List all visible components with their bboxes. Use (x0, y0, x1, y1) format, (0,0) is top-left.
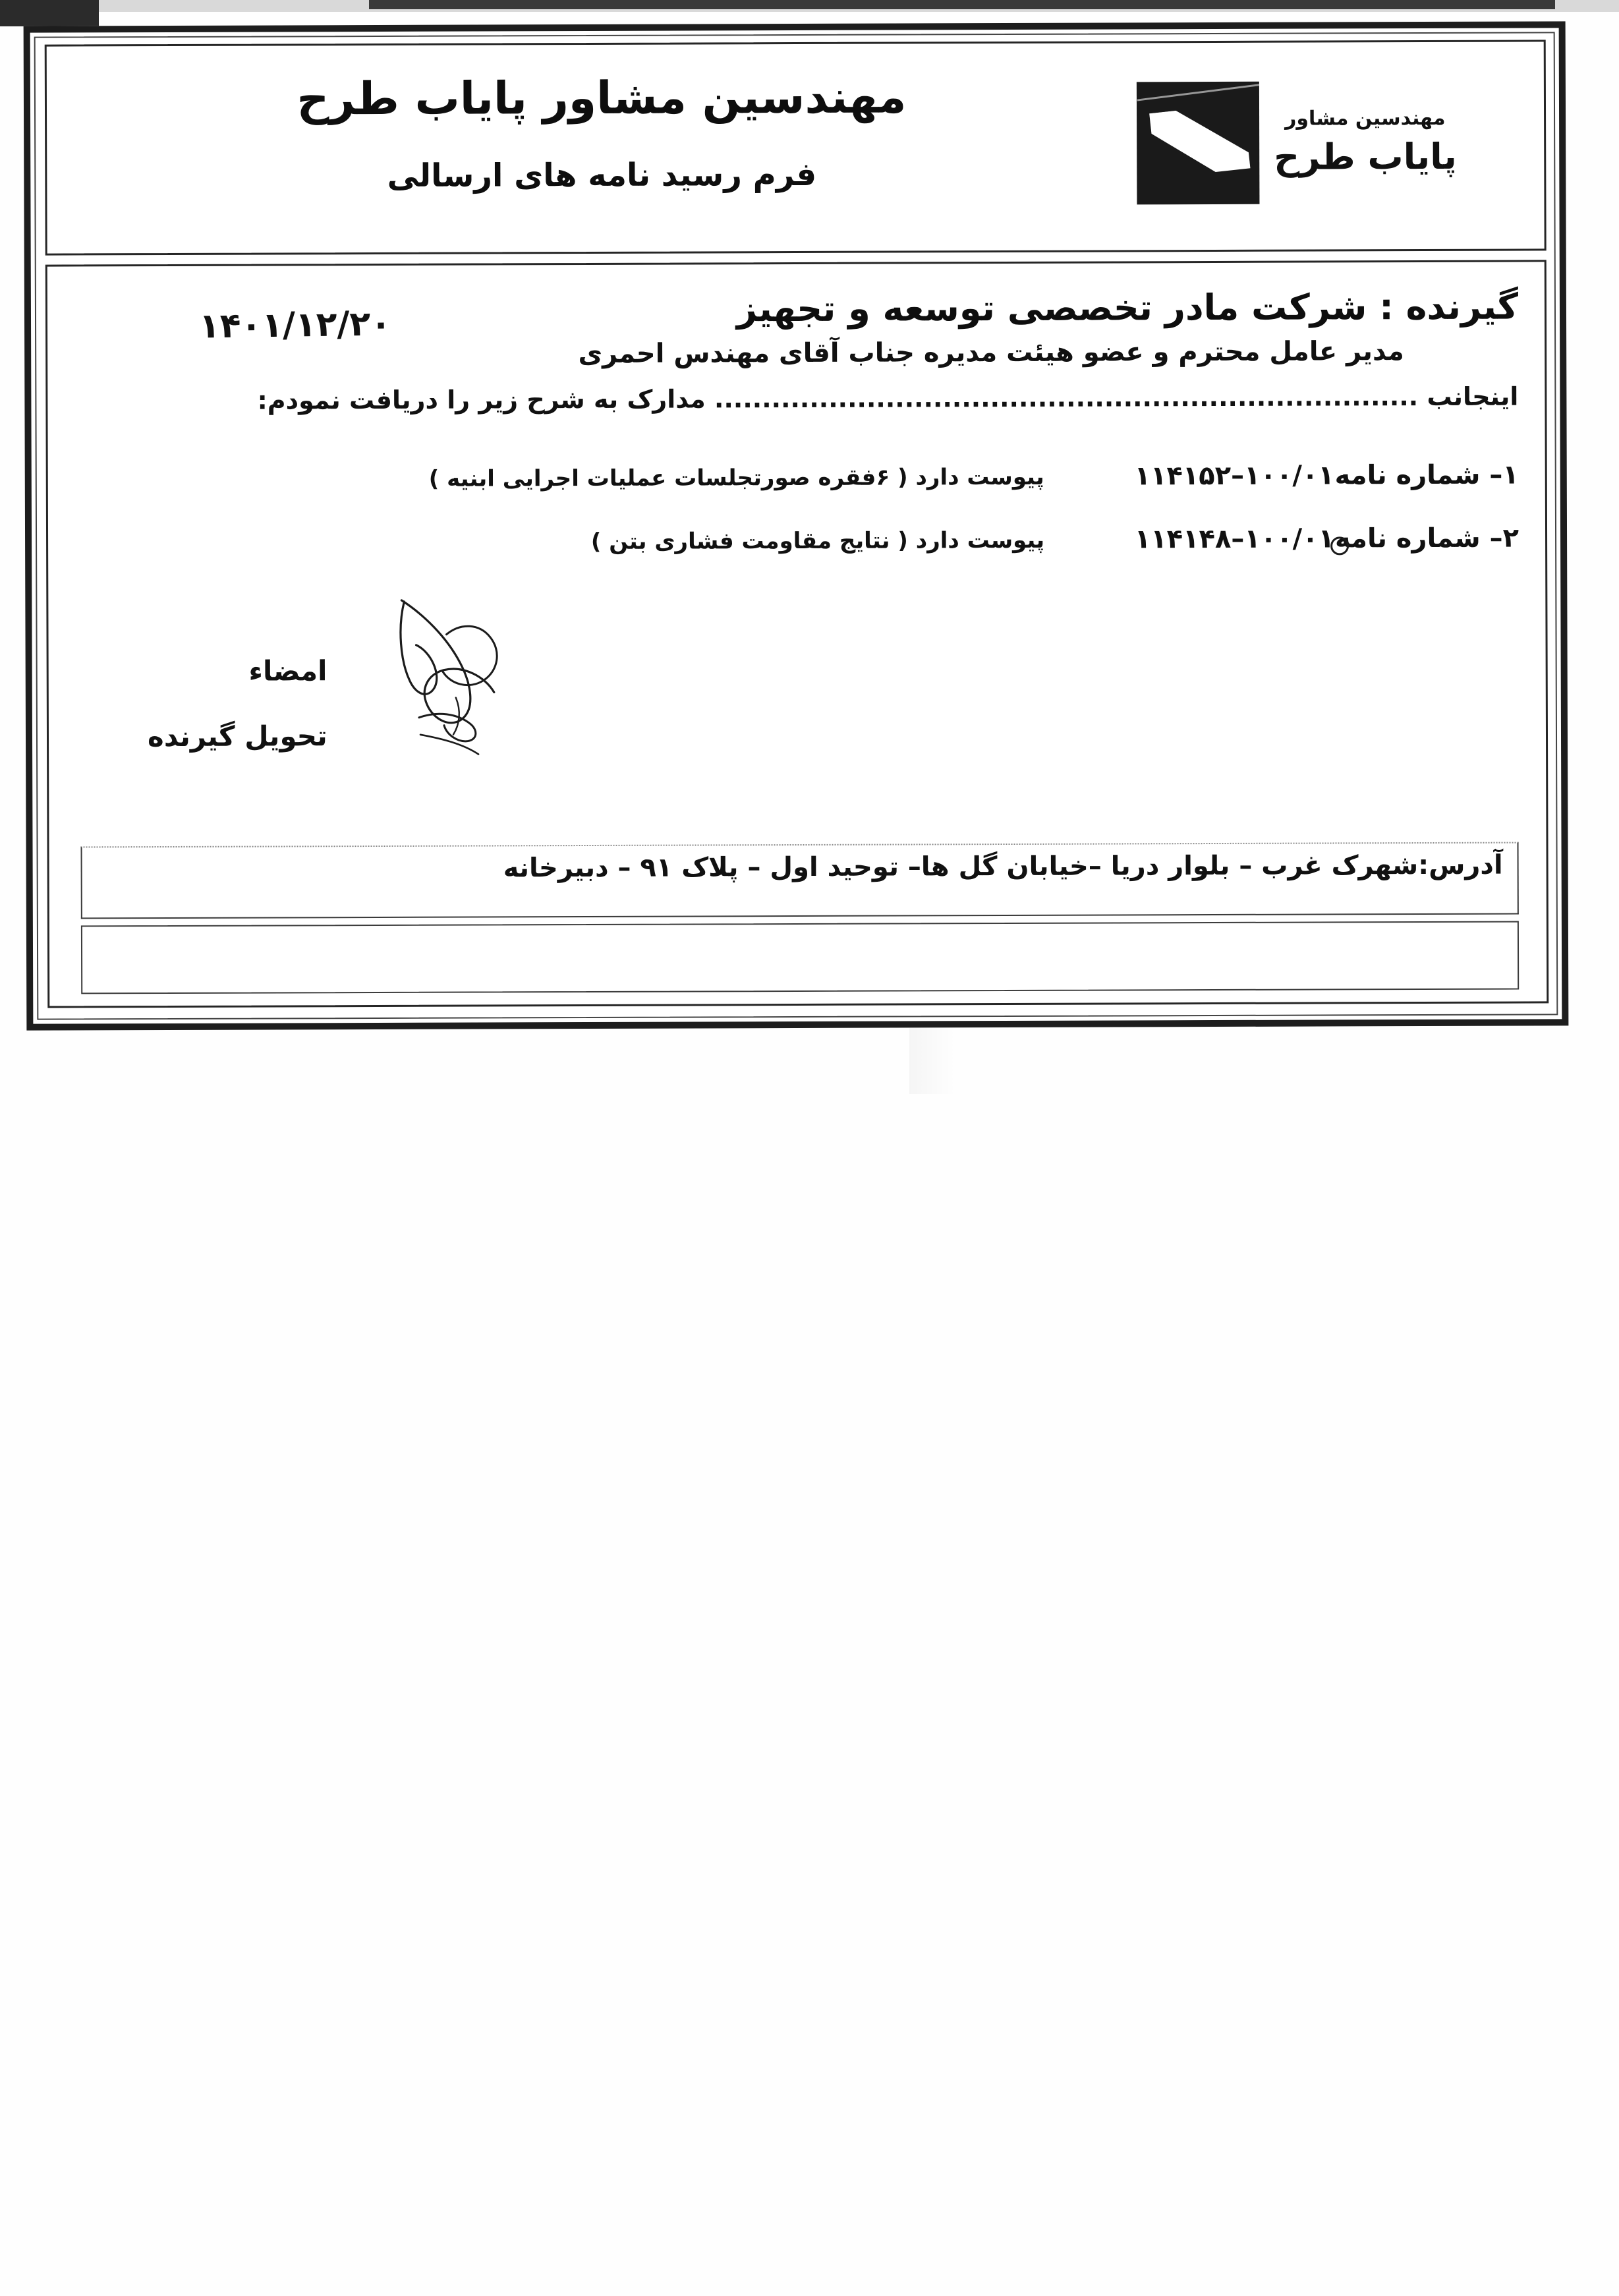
row-attachment-note: پیوست دارد ( نتایج مقاومت فشاری بتن ) (590, 527, 1045, 555)
logo-big-text: پایاب طرح (1274, 135, 1457, 178)
recipient-subtitle: مدیر عامل محترم و عضو هیئت مدیره جناب آقای مهندس احمری (578, 336, 1404, 370)
date-field: ۱۴۰۱/۱۲/۲۰ (198, 304, 392, 347)
logo-text-block (1274, 105, 1457, 179)
recipient-label: گیرنده : شرکت مادر تخصصی توسعه و تجهیز (736, 285, 1519, 330)
declaration-text: اینجانب .......................................................................... مدارک به شرح زیر را دریافت نمودم: (257, 382, 1519, 415)
row-letter-number: ۱۰۰/۰۱–۱۱۴۱۵۲ (1134, 460, 1334, 492)
row-index-label: ۱– شماره نامه (1334, 459, 1519, 491)
document-body (45, 260, 1549, 1008)
handwritten-signature (378, 588, 602, 786)
list-item (102, 453, 1519, 521)
scan-streak-line (1137, 83, 1260, 101)
row-index-label: ۲– شماره نامه (1334, 523, 1520, 554)
address-strip (81, 842, 1519, 919)
signature-labels (148, 654, 327, 786)
signature-label: امضاء (248, 654, 327, 687)
letters-list (102, 453, 1520, 585)
form-title: فرم رسید نامه های ارسالی (387, 156, 817, 194)
logo-small-text: مهندسین مشاور (1285, 106, 1446, 130)
list-item (102, 517, 1519, 585)
scan-dark-strip-top (369, 0, 1555, 9)
receiver-label: تحویل گیرنده (147, 720, 327, 753)
company-title: مهندسین مشاور پایاب طرح (297, 71, 907, 126)
logo-swoosh-shape (1145, 101, 1255, 185)
row-letter-number: ۱۰۰/۰۱–۱۱۴۱۴۸ (1134, 523, 1335, 555)
row-attachment-note: پیوست دارد ( ۶فقره صورتجلسات عملیات اجرایی ابنیه ) (428, 463, 1044, 492)
scan-fold-shadow (909, 1028, 955, 1094)
document-frame (24, 21, 1569, 1030)
logo-block (1137, 61, 1526, 225)
address-label: آدرس:شهرک غرب – بلوار دریا –خیابان گل ها– توحید اول – پلاک ۹۱ – دبیرخانه (503, 849, 1503, 884)
scan-dark-corner-left (0, 0, 99, 26)
payab-tarh-logo-mark-icon (1137, 82, 1260, 205)
document-header (45, 40, 1547, 255)
footer-blank-box (81, 921, 1519, 994)
